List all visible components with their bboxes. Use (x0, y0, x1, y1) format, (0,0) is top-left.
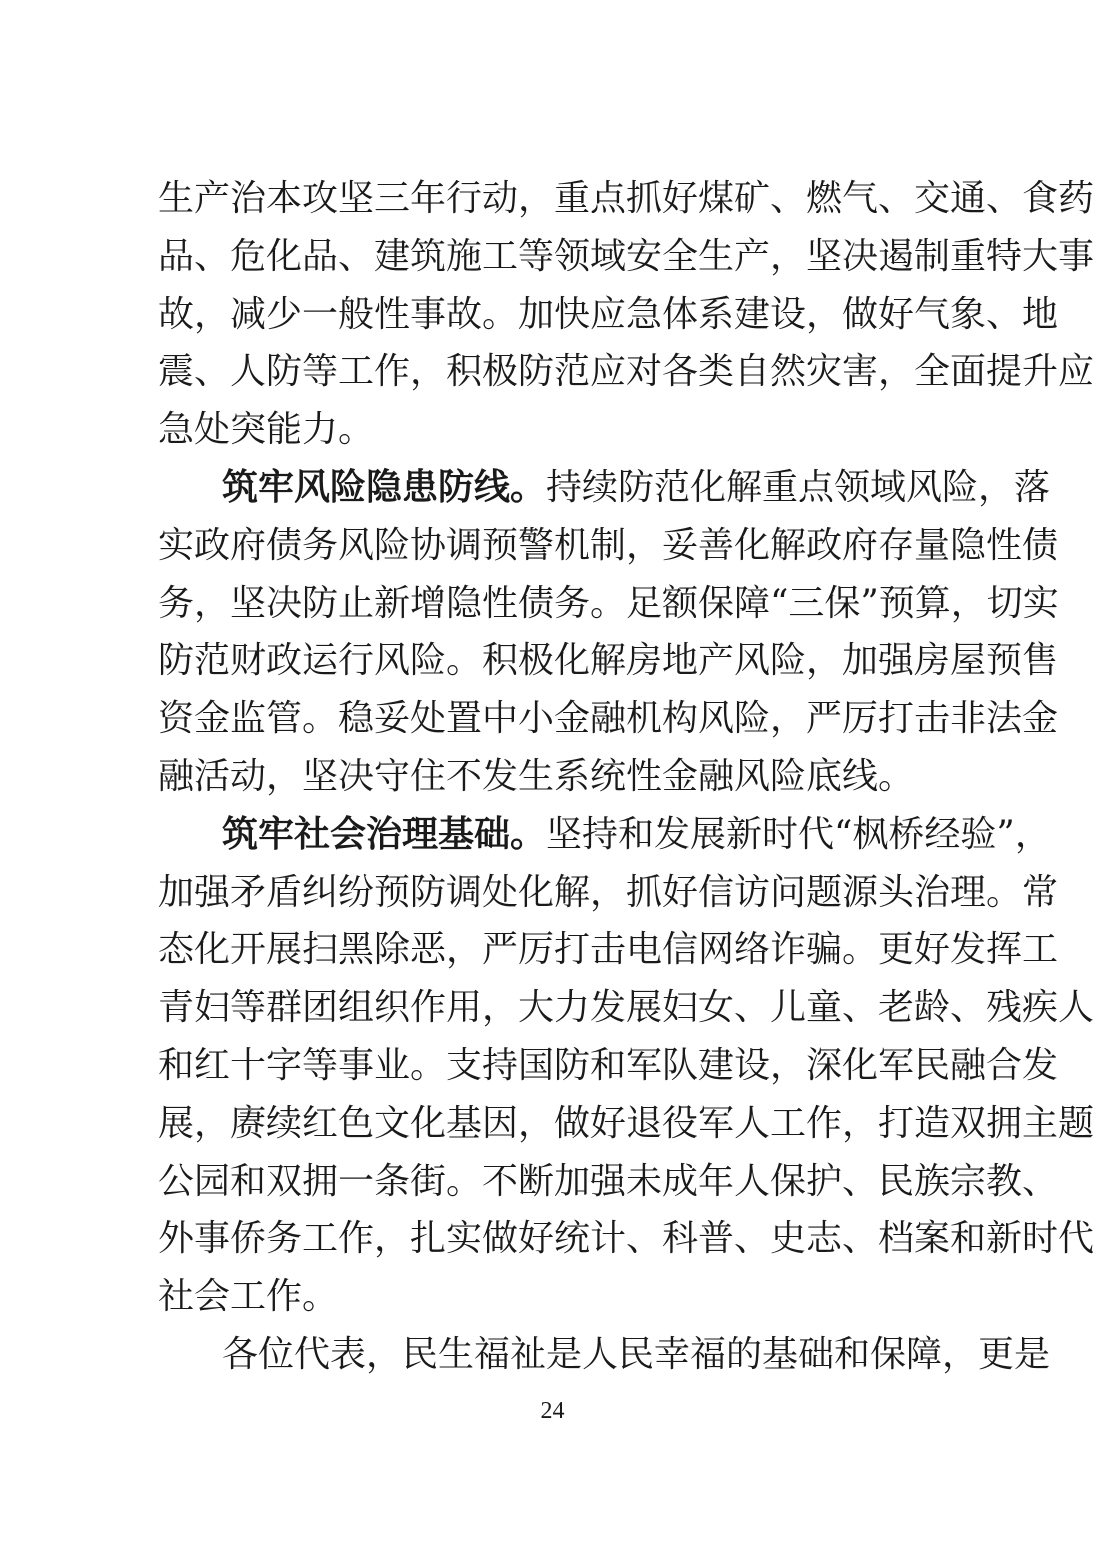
text-line: 急处突能力。 (158, 409, 375, 451)
text-line: 态化开展扫黑除恶，严厉打击电信网络诈骗。更好发挥工 (158, 929, 1059, 971)
text-line: 融活动，坚决守住不发生系统性金融风险底线。 (158, 755, 915, 797)
text-line: 资金监管。稳妥处置中小金融机构风险，严厉打击非法金 (158, 698, 1059, 740)
paragraph-risk-defense (158, 459, 1059, 806)
text-line: 加强矛盾纠纷预防调处化解，抓好信访问题源头治理。常 (158, 871, 1059, 913)
text-line: 外事侨务工作，扎实做好统计、科普、史志、档案和新时代 (158, 1218, 1095, 1260)
page-number: 24 (540, 1398, 565, 1424)
paragraph-heading: 筑牢风险隐患防线。 (222, 466, 547, 508)
text-line: 震、人防等工作，积极防范应对各类自然灾害，全面提升应 (158, 351, 1095, 393)
text-line (158, 806, 1051, 864)
paragraph-livelihood (158, 1326, 1051, 1384)
text-line: 品、危化品、建筑施工等领域安全生产，坚决遏制重特大事 (158, 235, 1095, 277)
text-line: 生产治本攻坚三年行动，重点抓好煤矿、燃气、交通、食药 (158, 178, 1095, 219)
paragraph-heading: 筑牢社会治理基础。 (222, 813, 547, 855)
text-span: 坚持和发展新时代“枫桥经验”， (546, 813, 1051, 855)
text-line: 防范财政运行风险。积极化解房地产风险，加强房屋预售 (158, 640, 1059, 682)
text-line: 实政府债务风险协调预警机制，妥善化解政府存量隐性债 (158, 524, 1059, 566)
text-line: 社会工作。 (158, 1276, 339, 1318)
paragraph-safety (158, 170, 1095, 459)
text-line: 务，坚决防止新增隐性债务。足额保障“三保”预算，切实 (158, 582, 1059, 624)
document-body (158, 170, 1095, 1384)
text-line: 公园和双拥一条街。不断加强未成年人保护、民族宗教、 (158, 1160, 1059, 1202)
text-line: 青妇等群团组织作用，大力发展妇女、儿童、老龄、残疾人 (158, 987, 1095, 1029)
paragraph-social-governance (158, 806, 1095, 1326)
text-span: 持续防范化解重点领域风险，落 (546, 466, 1051, 508)
text-line: 展，赓续红色文化基因，做好退役军人工作，打造双拥主题 (158, 1102, 1095, 1144)
text-line (158, 459, 1051, 517)
text-line: 各位代表，民生福祉是人民幸福的基础和保障，更是 (222, 1333, 1051, 1375)
text-line: 和红十字等事业。支持国防和军队建设，深化军民融合发 (158, 1044, 1059, 1086)
text-line: 故，减少一般性事故。加快应急体系建设，做好气象、地 (158, 293, 1059, 335)
